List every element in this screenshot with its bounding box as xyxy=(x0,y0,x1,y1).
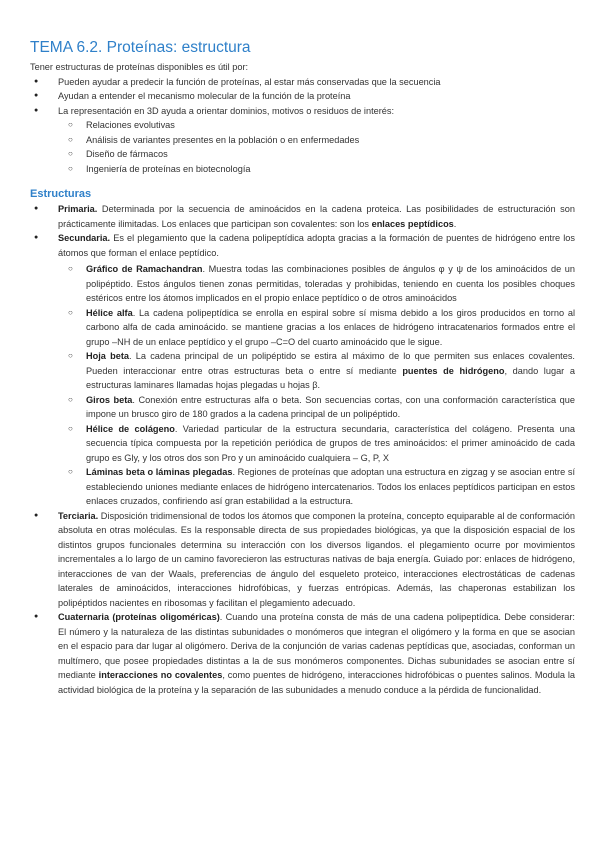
text: , como puentes de hidrógeno, interacciones hidrofóbicas o puentes salinos. Modula la actividad biológica de la proteína y la separación de las subunidades a menudo conduce a la pérdida de funcionalidad. xyxy=(58,670,575,695)
list-item-secundaria xyxy=(30,231,575,509)
intro-sublist xyxy=(30,118,575,176)
intro-lead: Tener estructuras de proteínas disponibles es útil por: xyxy=(30,62,249,72)
list-item-primaria xyxy=(30,202,575,231)
term-bold: enlaces peptídicos xyxy=(371,218,454,229)
term: Hélice de colágeno xyxy=(86,423,175,434)
list-item xyxy=(58,393,575,422)
list-item: ● La representación en 3D ayuda a orientar dominios, motivos o residuos de interés: xyxy=(30,104,575,119)
term: Gráfico de Ramachandran xyxy=(86,264,203,274)
term: Cuaternaria (proteínas oligoméricas) xyxy=(58,612,220,622)
text: Determinada por la secuencia de aminoácidos en la cadena proteica. Las posibilidades de estructuración son prácticamente ilimitadas. Los enlaces que participan son covalentes: son los xyxy=(58,204,575,229)
list-item-cuaternaria xyxy=(30,610,575,697)
term: Hoja beta xyxy=(86,351,130,361)
list-item: ○ Análisis de variantes presentes en la población o en enfermedades xyxy=(30,133,575,148)
term: Primaria. xyxy=(58,204,98,214)
term: Giros beta xyxy=(86,394,133,405)
text: . xyxy=(453,218,457,229)
text: , dando lugar a estructuras laminares llamadas hojas plegadas u hojas β. xyxy=(86,365,575,390)
text: . La cadena polipeptídica se enrolla en espiral sobre sí misma debido a los giros producidos en torno al carbono alfa de cada aminoácido. se mantiene gracias a los enlaces de hidrógeno intracatenarios formados entre el grupo –NH de un enlace peptídico y el grupo –C=O del cuarto aminoácido que le sigue. xyxy=(86,307,576,347)
term-bold: interacciones no covalentes xyxy=(98,670,223,680)
text: Es el plegamiento que la cadena polipeptídica adopta gracias a la formación de puentes de hidrógeno entre los átomos que forman el enlace peptídico. xyxy=(58,233,575,258)
list-item xyxy=(58,306,575,350)
page-title: TEMA 6.2. Proteínas: estructura xyxy=(30,39,251,56)
list-item xyxy=(58,422,575,466)
secundaria-sublist xyxy=(58,262,575,509)
list-item: ● Ayudan a entender el mecanismo molecular de la función de la proteína xyxy=(30,89,575,104)
list-item-terciaria xyxy=(30,509,575,611)
structures-list xyxy=(30,202,575,697)
list-item xyxy=(58,465,575,509)
text: . Cuando una proteína consta de más de una cadena polipeptídica. Debe considerar: El número y la naturaleza de las distintas subunidades o monómeros que integran el oligómero y la forma en que se asocian en el espacio para dar lugar al oligómero. Deriva de la conjunción de varias cadenas peptídicas que, asociadas, conforman un multímero, que posee propiedades distintas a la de sus monómeros componentes. Dichas subunidades se asocian entre sí mediante xyxy=(58,612,575,680)
term: Secundaria. xyxy=(58,233,111,243)
text: . Muestra todas las combinaciones posibles de ángulos φ y ψ de los aminoácidos de un polipéptido. Estos ángulos tienen zonas permitidas, toleradas y prohibidas, teniendo en cuenta los posibles choques estéricos entre los átomos implicados en el propio enlace peptídico o de otros aminoácidos xyxy=(86,264,575,303)
intro-list xyxy=(30,75,575,119)
term: Terciaria. xyxy=(58,510,99,521)
text: . Conexión entre estructuras alfa o beta. Son secuencias cortas, con una conformación característica que impone un brusco giro de 180 grados a la cadena principal de un polipéptido. xyxy=(86,394,575,419)
text: Disposición tridimensional de todos los átomos que componen la proteína, concepto equiparable al de conformación absoluta en otras moléculas. Es la responsable directa de sus propiedades biológicas, ya que la disposición espacial de los distintos grupos funcionales determina su interacción con los diversos ligandos. el plegamiento ocurre por movimientos incrementales a lo largo de un camino favorecieron las estructuras nativas de baja energía. Guiado por: enlaces de hidrógeno, interacciones de van der Waals, preferencias de ángulo del esqueleto proteico, interacciones electrostáticas de cadenas laterales de aminoácidos, interacciones hidrofóbicas, y fuerzas entrópicas. Además, las chaperonas estabilizan los polipéptidos nacientes en ribosomas y facilitan el plegamiento adecuado. xyxy=(58,510,575,608)
list-item: ○ Relaciones evolutivas xyxy=(30,118,575,133)
list-item xyxy=(58,349,575,393)
text: . La cadena principal de un polipéptido se estira al máximo de lo que permiten sus enlaces covalentes. Pueden interaccionar entre otras estructuras beta o entre sí mediante xyxy=(86,351,575,376)
text: . Variedad particular de la estructura secundaria, característica del colágeno. Presenta una secuencia típica compuesta por la repetición periódica de grupos de tres aminoácidos: el primer aminoácido de cada grupo es Gly, y los otros dos son Pro y un aminoácido cualquiera – G, P, X xyxy=(86,423,575,463)
intro-section xyxy=(30,60,575,176)
term-bold: puentes de hidrógeno xyxy=(402,365,505,376)
list-item: ○ Ingeniería de proteínas en biotecnología xyxy=(30,162,575,177)
document-page xyxy=(30,38,575,697)
text: . Regiones de proteínas que adoptan una estructura en zigzag y se asocian entre sí estableciendo uniones mediante enlaces de hidrógeno intercatenarios. Todos los enlaces peptídicos participan en estos enlaces cruzados, confiriendo así gran estabilidad a la estructura. xyxy=(86,467,576,506)
section-heading: Estructuras xyxy=(30,188,92,200)
term: Láminas beta o láminas plegadas xyxy=(86,467,233,477)
list-item xyxy=(58,262,575,306)
term: Hélice alfa xyxy=(86,307,133,318)
list-item: ○ Diseño de fármacos xyxy=(30,147,575,162)
list-item: ● Pueden ayudar a predecir la función de proteínas, al estar más conservadas que la secuencia xyxy=(30,75,575,90)
